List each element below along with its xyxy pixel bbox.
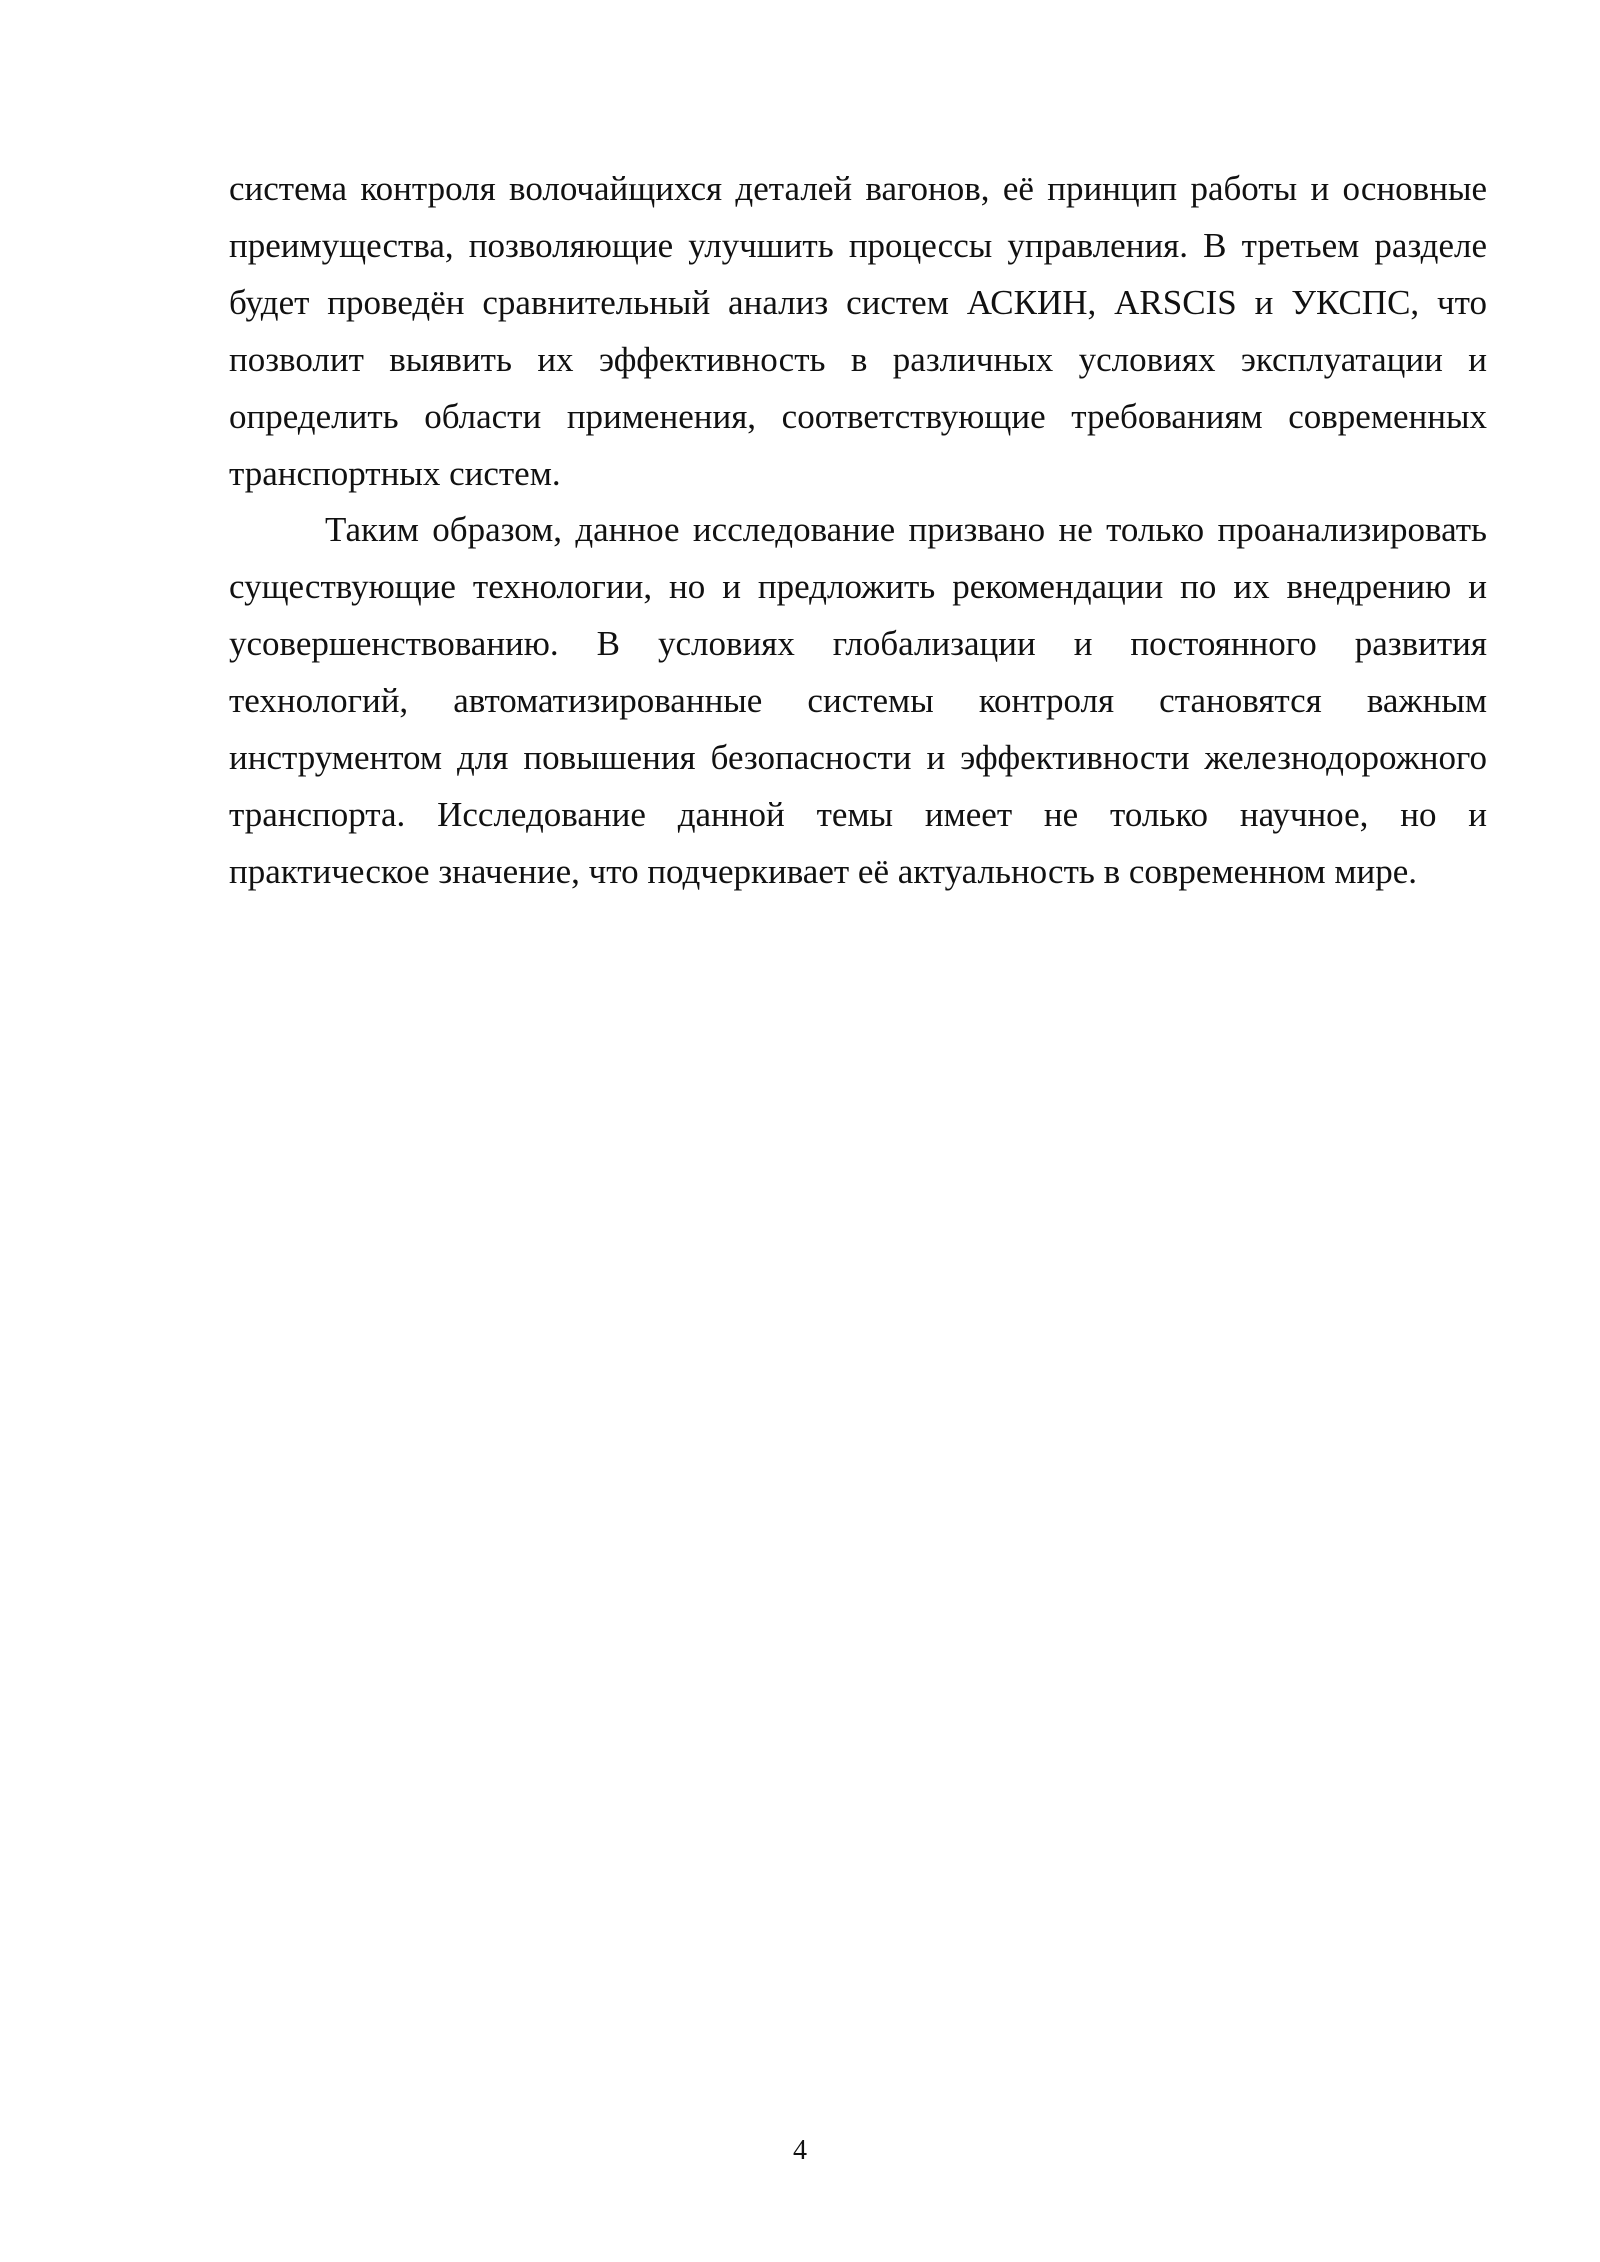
paragraph-continuation: система контроля волочайщихся деталей вагонов, её принцип работы и основные преимущества, позволяющие улучшить процессы управления. В третьем разделе будет проведён сравнительный анализ систем АСКИН, ARSCIS и УКСПС, что позволит выявить их эффективность в различных условиях эксплуатации и определить области применения, соответствующие требованиям современных транспортных систем. [229, 169, 1487, 493]
page-number: 4 [793, 2135, 807, 2166]
paragraph-conclusion: Таким образом, данное исследование призвано не только проанализировать существующие технологии, но и предложить рекомендации по их внедрению и усовершенствованию. В условиях глобализации и постоянного развития технологий, автоматизированные системы контроля становятся важным инструментом для повышения безопасности и эффективности железнодорожного транспорта. Исследование данной темы имеет не только научное, но и практическое значение, что подчеркивает её актуальность в современном мире. [229, 510, 1487, 891]
text-body [229, 161, 1487, 901]
